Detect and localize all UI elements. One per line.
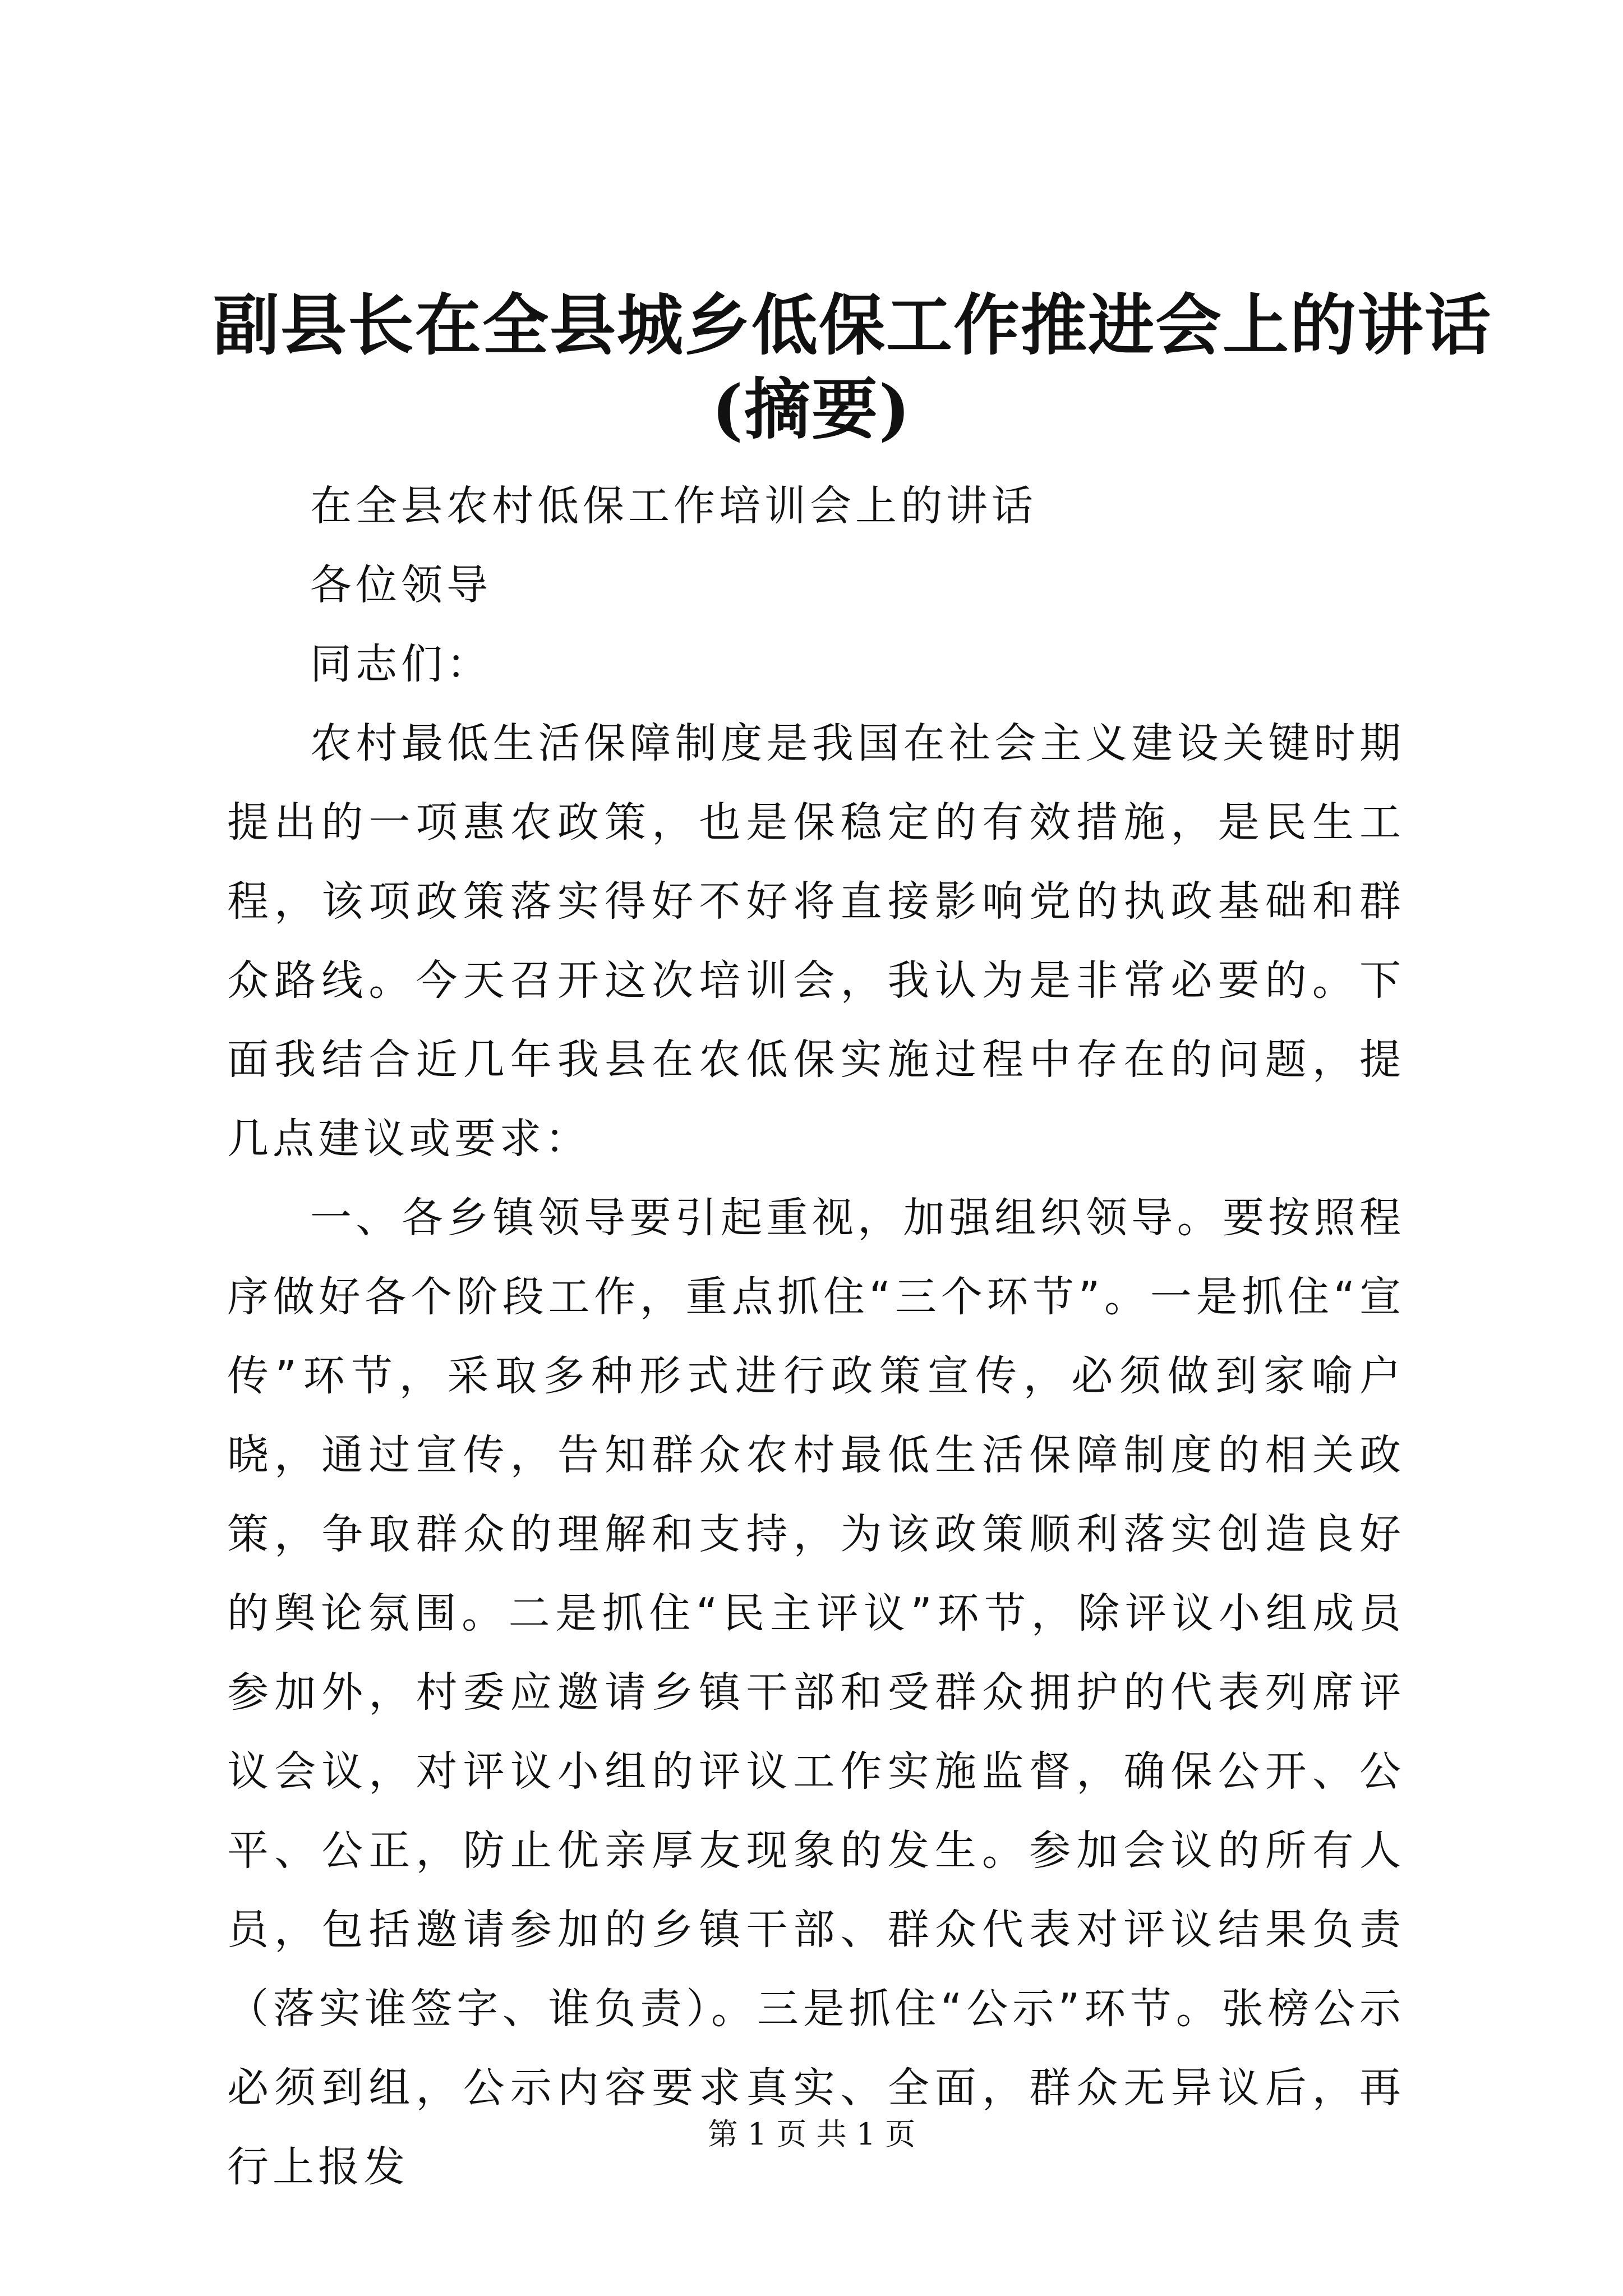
- page-number-footer: 第 1 页 共 1 页: [707, 2116, 916, 2152]
- title-line-1: 副县长在全县城乡低保工作推进会上的讲话: [213, 286, 1492, 364]
- document-title: [213, 283, 1492, 452]
- paragraph-point-one: 一、各乡镇领导要引起重视，加强组织领导。要按照程序做好各个阶段工作，重点抓住“三个环节”。一是抓住“宣传”环节，采取多种形式进行政策宣传，必须做到家喻户晓，通过宣传，告知群众农村最低生活保障制度的相关政策，争取群众的理解和支持，为该政策顺利落实创造良好的舆论氛围。二是抓住“民主评议”环节，除评议小组成员参加外，村委应邀请乡镇干部和受群众拥护的代表列席评议会议，对评议小组的评议工作实施监督，确保公开、公平、公正，防止优亲厚友现象的发生。参加会议的所有人员，包括邀请参加的乡镇干部、群众代表对评议结果负责（落实谁签字、谁负责）。三是抓住“公示”环节。张榜公示必须到组，公示内容要求真实、全面，群众无异议后，再行上报发: [227, 1194, 1405, 2191]
- salutation-leaders: 各位领导: [310, 561, 492, 609]
- paragraph-intro: 农村最低生活保障制度是我国在社会主义建设关键时期提出的一项惠农政策，也是保稳定的有效措施，是民生工程，该项政策落实得好不好将直接影响党的执政基础和群众路线。今天召开这次培训会，我认为是非常必要的。下面我结合近几年我县在农低保实施过程中存在的问题，提几点建议或要求：: [227, 719, 1405, 1163]
- title-line-2: (摘要): [712, 370, 911, 448]
- document-body: [227, 467, 1405, 2207]
- speech-subtitle: 在全县农村低保工作培训会上的讲话: [310, 482, 1037, 530]
- salutation-comrades: 同志们：: [310, 640, 492, 688]
